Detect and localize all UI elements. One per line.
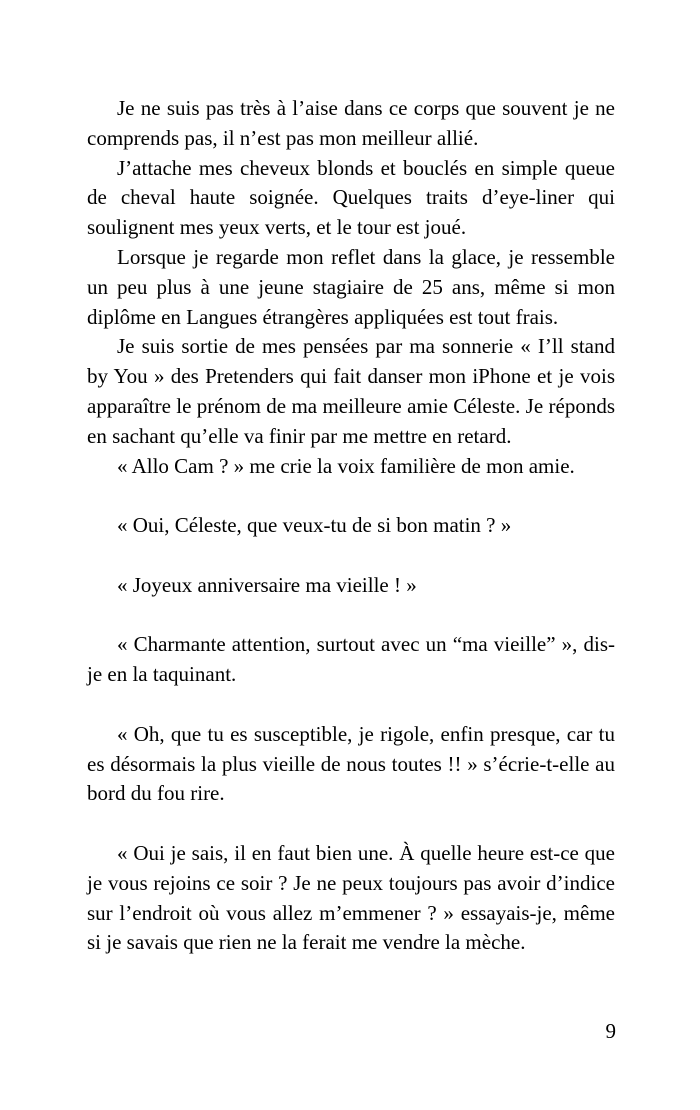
paragraph-2: J’attache mes cheveux blonds et bouclés en simple queue de cheval haute soignée. Quelques traits d’eye-liner qui soulignent mes yeux verts, et le tour est joué.: [87, 155, 615, 240]
paragraph-6: « Oui, Céleste, que veux-tu de si bon matin ? »: [117, 513, 512, 538]
paragraph-9: « Oh, que tu es susceptible, je rigole, enfin presque, car tu es désormais la plus vieille de nous toutes !! » s’écrie-t-elle au bord du fou rire.: [87, 721, 615, 806]
paragraph-7: « Joyeux anniversaire ma vieille ! »: [117, 572, 417, 597]
paragraph-8: « Charmante attention, surtout avec un “ma vieille” », dis-je en la taquinant.: [87, 632, 615, 687]
body-text: [87, 94, 615, 958]
paragraph-4: Je suis sortie de mes pensées par ma sonnerie « I’ll stand by You » des Pretenders qui fait danser mon iPhone et je vois apparaître le prénom de ma meilleure amie Céleste. Je réponds en sachant qu’elle va finir par me mettre en retard.: [87, 334, 615, 448]
paragraph-10: « Oui je sais, il en faut bien une. À quelle heure est-ce que je vous rejoins ce soir ? Je ne peux toujours pas avoir d’indice sur l’endroit où vous allez m’emmener ? » essayais-je, même si je savais que rien ne la ferait me vendre la mèche.: [87, 840, 615, 955]
page-number: 9: [605, 1019, 616, 1043]
paragraph-3: Lorsque je regarde mon reflet dans la glace, je ressemble un peu plus à une jeune stagiaire de 25 ans, même si mon diplôme en Langues étrangères appliquées est tout frais.: [87, 244, 615, 329]
paragraph-5: « Allo Cam ? » me crie la voix familière de mon amie.: [117, 453, 575, 478]
paragraph-1: Je ne suis pas très à l’aise dans ce corps que souvent je ne comprends pas, il n’est pas mon meilleur allié.: [87, 96, 615, 150]
